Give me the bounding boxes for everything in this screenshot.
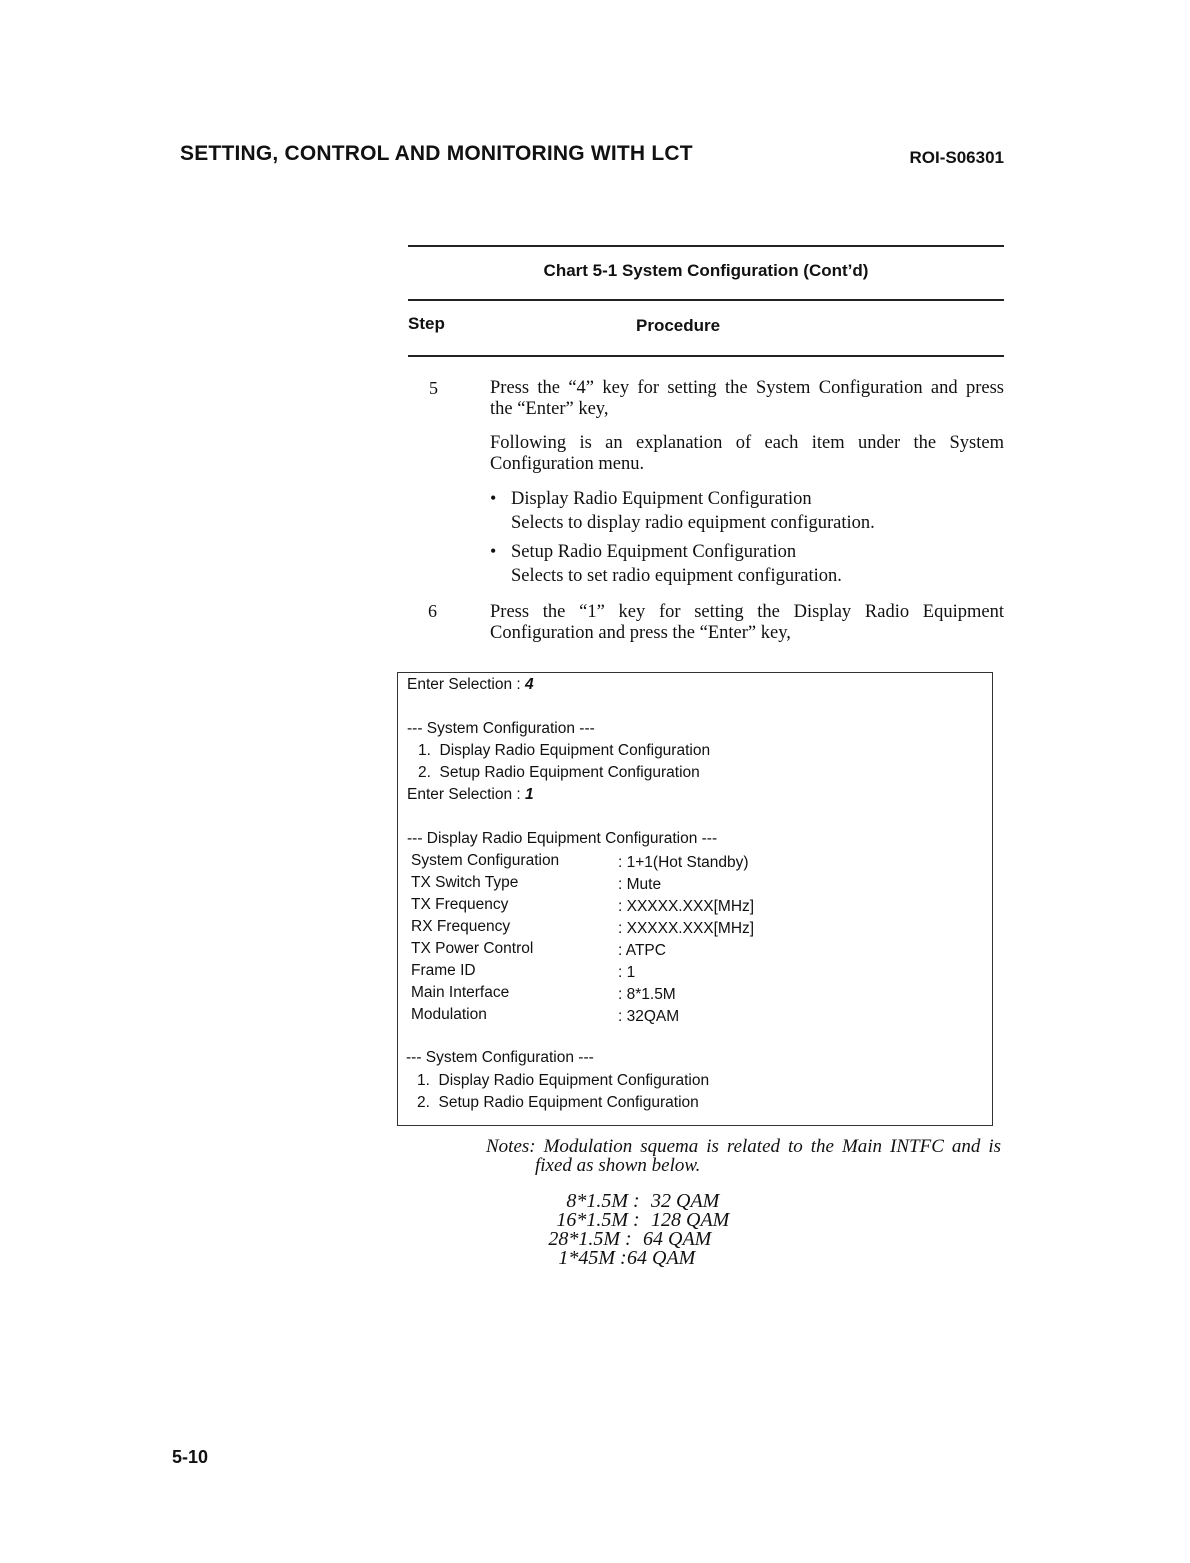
config-value: : 1 — [618, 964, 636, 981]
chart-title: Chart 5-1 System Configuration (Cont’d) — [543, 261, 869, 280]
bullet-title: Display Radio Equipment Configuration — [511, 489, 812, 509]
mapping-separator: : — [633, 1190, 640, 1212]
config-value: : Mute — [618, 876, 662, 893]
mapping-separator: : — [633, 1209, 640, 1231]
selection-value: 1 — [525, 786, 534, 803]
config-label: RX Frequency — [411, 918, 511, 935]
step-text: Following is an explanation of each item under the System — [490, 433, 1004, 453]
step-number: 6 — [428, 601, 437, 621]
config-label: TX Switch Type — [411, 874, 519, 891]
config-label: Main Interface — [411, 984, 510, 1001]
bullet-icon: • — [490, 541, 497, 561]
mapping-separator: : — [620, 1247, 627, 1269]
mapping-modulation: 32 QAM — [651, 1190, 720, 1212]
table-header-rule — [408, 355, 1004, 357]
enter-selection-prompt: Enter Selection : 4 — [407, 676, 534, 693]
mapping-modulation: 64 QAM — [627, 1247, 696, 1269]
notes-text: Notes: Modulation squema is related to the Main INTFC and is — [486, 1136, 1001, 1157]
bullet-icon: • — [490, 488, 497, 508]
selection-value: 4 — [525, 676, 534, 693]
page-number: 5-10 — [172, 1447, 209, 1467]
step-text: Configuration and press the “Enter” key, — [490, 623, 791, 643]
config-label: Modulation — [411, 1006, 487, 1023]
mapping-modulation: 128 QAM — [651, 1209, 730, 1231]
mapping-modulation: 64 QAM — [643, 1228, 712, 1250]
config-label: System Configuration — [411, 852, 560, 869]
menu-title: --- System Configuration --- — [406, 1049, 594, 1066]
config-value: : XXXXX.XXX[MHz] — [618, 898, 755, 915]
mapping-interface: 16*1.5M — [556, 1209, 628, 1231]
bullet-description: Selects to display radio equipment configuration. — [511, 513, 875, 533]
step-text: Configuration menu. — [490, 454, 645, 474]
config-value: : ATPC — [618, 942, 666, 959]
config-label: TX Power Control — [411, 940, 534, 957]
table-top-rule — [408, 245, 1004, 247]
config-value: : XXXXX.XXX[MHz] — [618, 920, 755, 937]
step-text: Press the “4” key for setting the System Configuration and press — [490, 378, 1004, 398]
mapping-separator: : — [625, 1228, 632, 1250]
bullet-description: Selects to set radio equipment configuration. — [511, 566, 842, 586]
terminal-screen — [397, 672, 993, 1126]
column-header-procedure: Procedure — [636, 316, 721, 335]
config-value: : 32QAM — [618, 1008, 680, 1025]
step-text: Press the “1” key for setting the Display Radio Equipment — [490, 602, 1004, 622]
page-header-title: SETTING, CONTROL AND MONITORING WITH LCT — [180, 142, 693, 165]
display-section-title: --- Display Radio Equipment Configuration --- — [407, 830, 718, 847]
mapping-interface: 1*45M — [558, 1247, 615, 1269]
mapping-row — [520, 1249, 780, 1268]
config-value: : 1+1(Hot Standby) — [618, 854, 749, 871]
enter-selection-prompt: Enter Selection : 1 — [407, 786, 534, 803]
document-number: ROI-S06301 — [909, 148, 1004, 167]
mapping-interface: 28*1.5M — [548, 1228, 620, 1250]
step-number: 5 — [429, 378, 438, 398]
menu-item: 2. Setup Radio Equipment Configuration — [417, 1094, 699, 1111]
config-label: Frame ID — [411, 962, 476, 979]
menu-title: --- System Configuration --- — [407, 720, 595, 737]
step-text: the “Enter” key, — [490, 399, 609, 419]
mapping-interface: 8*1.5M — [566, 1190, 628, 1212]
menu-item: 1. Display Radio Equipment Configuration — [418, 742, 711, 759]
bullet-title: Setup Radio Equipment Configuration — [511, 542, 797, 562]
notes-text: fixed as shown below. — [535, 1155, 701, 1176]
config-value: : 8*1.5M — [618, 986, 676, 1003]
config-label: TX Frequency — [411, 896, 509, 913]
table-title-rule — [408, 299, 1004, 301]
menu-item: 2. Setup Radio Equipment Configuration — [418, 764, 700, 781]
menu-item: 1. Display Radio Equipment Configuration — [417, 1072, 710, 1089]
modulation-mapping — [520, 1192, 780, 1268]
column-header-step: Step — [408, 314, 445, 333]
